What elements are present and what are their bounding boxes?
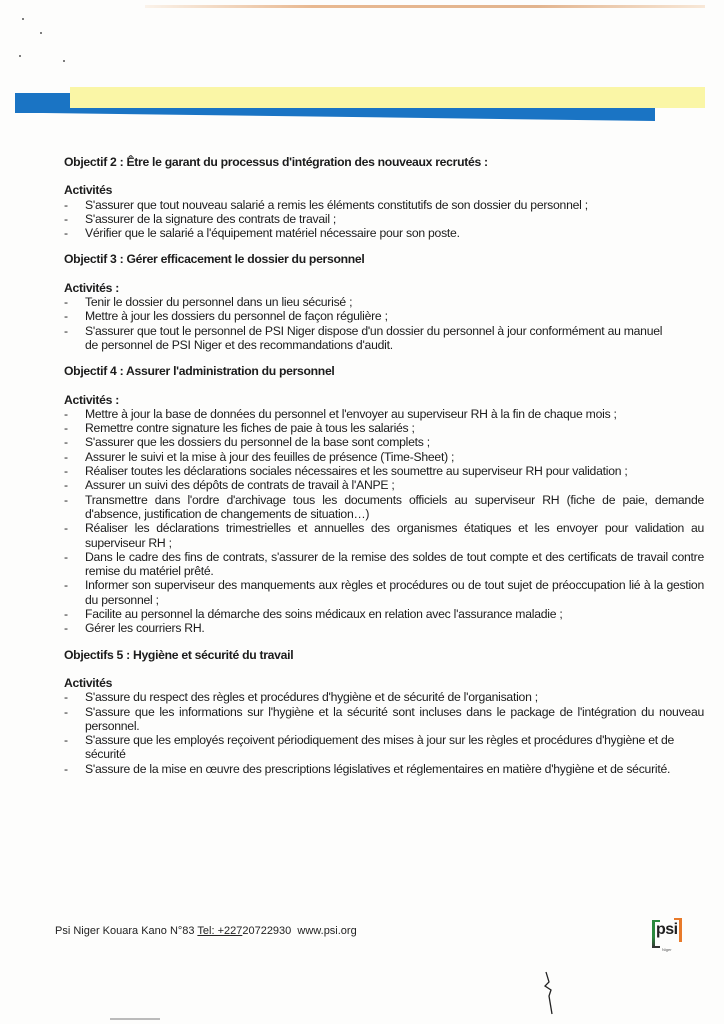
activity-item: - Tenir le dossier du personnel dans un lieu sécurisé ;	[64, 295, 704, 309]
activity-item: - S'assurer que les dossiers du personnel de la base sont complets ;	[64, 435, 704, 449]
activity-item: - Assurer le suivi et la mise à jour des feuilles de présence (Time-Sheet) ;	[64, 450, 704, 464]
activity-item: - Transmettre dans l'ordre d'archivage tous les documents officiels au superviseur RH (fiche de paie, demande d'absence, justification de changements de situation…)	[64, 493, 704, 522]
activity-item: - Mettre à jour la base de données du personnel et l'envoyer au superviseur RH à la fin de chaque mois ;	[64, 407, 704, 421]
activity-item: - S'assurer que tout nouveau salarié a remis les éléments constitutifs de son dossier du personnel ;	[64, 198, 704, 212]
activity-item: - Assurer un suivi des dépôts de contrats de travail à l'ANPE ;	[64, 478, 704, 492]
footer-contact	[55, 925, 357, 937]
scan-mark	[110, 1018, 160, 1020]
footer-website: www.psi.org	[291, 925, 357, 937]
footer-tel-label: Tel: +227	[197, 925, 243, 937]
objective-title: Objectifs 5 : Hygiène et sécurité du travail	[64, 647, 294, 662]
activities-label: Activités :	[64, 392, 119, 407]
blue-band-left	[15, 93, 72, 113]
activity-item: - Mettre à jour les dossiers du personnel de façon régulière ;	[64, 309, 704, 323]
activity-item: - S'assurer de la signature des contrats de travail ;	[64, 212, 704, 226]
activities-label: Activités :	[64, 280, 119, 295]
activity-item: - S'assure du respect des règles et procédures d'hygiène et de sécurité de l'organisation ;	[64, 690, 704, 704]
activities-list	[64, 198, 704, 241]
activity-item: - S'assure que les informations sur l'hygiène et la sécurité sont incluses dans le package de l'intégration du nouveau personnel.	[64, 705, 704, 734]
activities-label: Activités	[64, 183, 113, 198]
activity-item: - Vérifier que le salarié a l'équipement matériel nécessaire pour son poste.	[64, 226, 704, 240]
signature-mark	[540, 970, 560, 1015]
footer-tel-number: 20722930	[242, 925, 292, 937]
objective-2-section	[64, 155, 704, 240]
objective-title: Objectif 4 : Assurer l'administration du personnel	[64, 364, 335, 379]
activities-label: Activités	[64, 675, 113, 690]
yellow-band	[70, 87, 705, 108]
activity-item: - Remettre contre signature les fiches de paie à tous les salariés ;	[64, 421, 704, 435]
objective-title: Objectif 3 : Gérer efficacement le dossier du personnel	[64, 252, 365, 267]
objective-4-section	[64, 364, 704, 635]
document-body	[64, 155, 704, 788]
activity-item: - Réaliser toutes les déclarations sociales nécessaires et les soumettre au superviseur RH pour validation ;	[64, 464, 704, 478]
activities-list	[64, 407, 704, 636]
activities-list	[64, 295, 704, 352]
logo-text: psi	[656, 921, 678, 938]
activity-item: - Réaliser les déclarations trimestrielles et annuelles des organismes étatiques et les envoyer pour validation au superviseur RH ;	[64, 521, 704, 550]
activity-item: - Gérer les courriers RH.	[64, 621, 704, 635]
objective-3-section	[64, 252, 704, 352]
activity-item: - S'assure que les employés reçoivent périodiquement des mises à jour sur les règles et procédures d'hygiène et de sécurité	[64, 733, 704, 762]
activity-item: - S'assure de la mise en œuvre des prescriptions législatives et réglementaires en matière d'hygiène et de sécurité.	[64, 762, 704, 776]
activity-item: - Dans le cadre des fins de contrats, s'assurer de la remise des soldes de tout compte et des certificats de travail contre remise du matériel prêté.	[64, 550, 704, 579]
activity-item: - Facilite au personnel la démarche des soins médicaux en relation avec l'assurance maladie ;	[64, 607, 704, 621]
activity-item: - Informer son superviseur des manquements aux règles et procédures ou de tout sujet de préoccupation lié à la gestion du personnel ;	[64, 578, 704, 607]
footer-address: Psi Niger Kouara Kano N°83	[55, 925, 198, 937]
letterhead-banner	[0, 0, 724, 130]
objective-title: Objectif 2 : Être le garant du processus d'intégration des nouveaux recrutés :	[64, 155, 488, 169]
activity-item: - S'assurer que tout le personnel de PSI Niger dispose d'un dossier du personnel à jour conformément au manuel de personnel de PSI Niger et des recommandations d'audit.	[64, 324, 704, 353]
activities-list	[64, 690, 704, 776]
objective-5-section	[64, 648, 704, 776]
logo-subtext: Niger	[662, 947, 672, 952]
psi-logo	[652, 918, 682, 950]
